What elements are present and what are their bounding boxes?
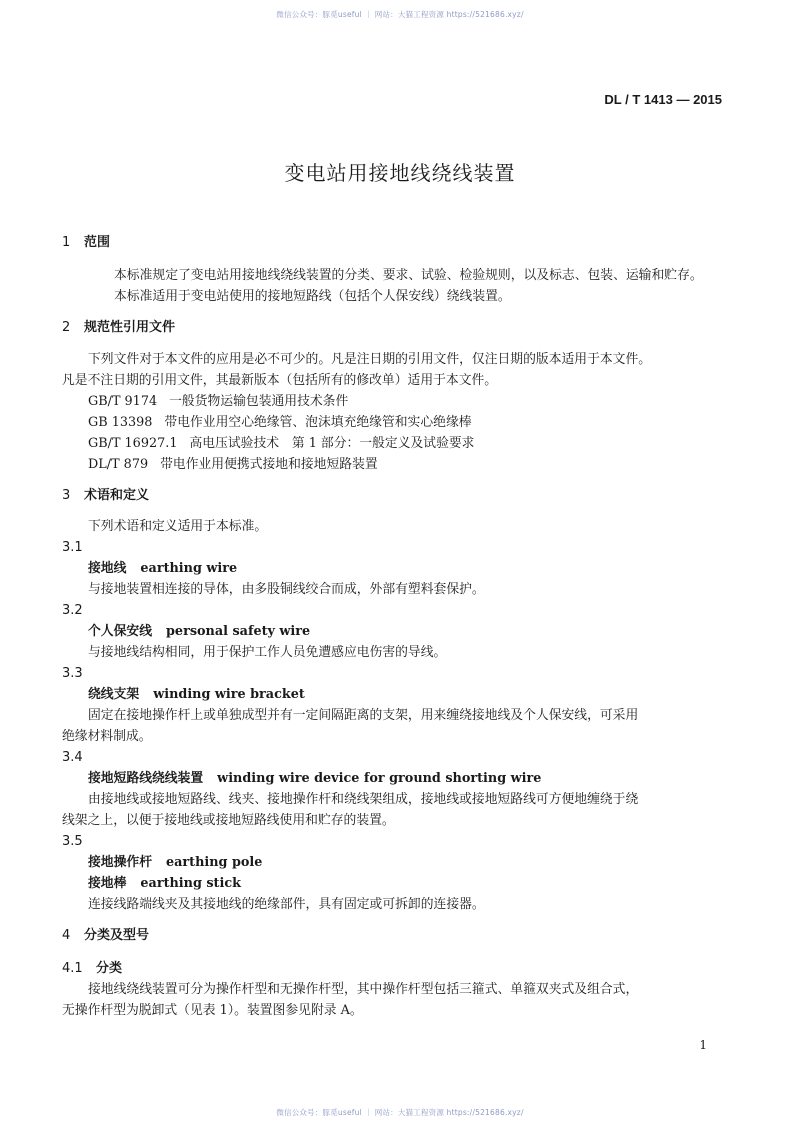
term-definition: 绝缘材料制成。	[62, 729, 152, 744]
term-heading: 绕线支架 winding wire bracket	[88, 687, 305, 702]
paragraph: 凡是不注日期的引用文件，其最新版本（包括所有的修改单）适用于本文件。	[62, 373, 498, 388]
page-number: 1	[699, 1038, 707, 1052]
term-definition: 与接地装置相连接的导体，由多股铜线绞合而成，外部有塑料套保护。	[88, 582, 485, 597]
watermark-top: 微信公众号：豚觅useful ｜ 网站：大猫工程资源 https://521686.xyz/	[276, 10, 524, 19]
clause-number: 3.2	[62, 603, 83, 618]
clause-number: 3.1	[62, 540, 83, 555]
standard-code	[604, 92, 722, 107]
paragraph: 下列术语和定义适用于本标准。	[88, 519, 268, 534]
term-heading-synonym: 接地棒 earthing stick	[88, 876, 241, 891]
section-heading-classification: 4 分类及型号	[62, 928, 150, 943]
section-heading-terms: 3 术语和定义	[62, 488, 150, 503]
subsection-heading: 4.1 分类	[62, 961, 123, 976]
paragraph: 本标准规定了变电站用接地线绕线装置的分类、要求、试验、检验规则，以及标志、包装、运输和贮存。	[114, 268, 703, 283]
document-title: 变电站用接地线绕线装置	[284, 161, 516, 185]
term-heading: 个人保安线 personal safety wire	[88, 624, 311, 639]
reference-item: GB 13398 带电作业用空心绝缘管、泡沫填充绝缘管和实心绝缘棒	[88, 415, 472, 430]
clause-number: 3.5	[62, 834, 83, 849]
term-definition: 固定在接地操作杆上或单独成型并有一定间隔距离的支架，用来缠绕接地线及个人保安线，可采用	[88, 708, 639, 723]
reference-item: GB/T 16927.1 高电压试验技术 第 1 部分：一般定义及试验要求	[88, 436, 475, 451]
paragraph: 下列文件对于本文件的应用是必不可少的。凡是注日期的引用文件，仅注日期的版本适用于本文件。	[88, 352, 652, 367]
section-heading-normative-references: 2 规范性引用文件	[62, 320, 176, 335]
document-body	[62, 232, 728, 1021]
clause-number: 3.3	[62, 666, 83, 681]
standard-prefix: DL / T	[604, 92, 641, 107]
paragraph: 无操作杆型为脱卸式（见表 1）。装置图参见附录 A。	[62, 1003, 363, 1018]
term-definition: 连接线路端线夹及其接地线的绝缘部件，具有固定或可拆卸的连接器。	[88, 897, 485, 912]
paragraph: 接地线绕线装置可分为操作杆型和无操作杆型，其中操作杆型包括三箍式、单箍双夹式及组合式，	[88, 982, 639, 997]
reference-item: GB/T 9174 一般货物运输包装通用技术条件	[88, 394, 349, 409]
clause-number: 3.4	[62, 750, 83, 765]
section-heading-scope: 1 范围	[62, 235, 111, 250]
term-definition: 线架之上，以便于接地线或接地短路线使用和贮存的装置。	[62, 813, 395, 828]
term-definition: 与接地线结构相同，用于保护工作人员免遭感应电伤害的导线。	[88, 645, 447, 660]
watermark-bottom: 微信公众号：豚觅useful ｜ 网站：大猫工程资源 https://521686.xyz/	[276, 1108, 524, 1117]
term-definition: 由接地线或接地短路线、线夹、接地操作杆和绕线架组成，接地线或接地短路线可方便地缠绕于绕	[88, 792, 639, 807]
term-heading: 接地短路线绕线装置 winding wire device for ground shorting wire	[88, 771, 542, 786]
reference-item: DL/T 879 带电作业用便携式接地和接地短路装置	[88, 457, 378, 472]
term-heading: 接地线 earthing wire	[88, 561, 238, 576]
standard-number: 1413 — 2015	[643, 92, 722, 107]
term-heading: 接地操作杆 earthing pole	[88, 855, 263, 870]
paragraph: 本标准适用于变电站使用的接地短路线（包括个人保安线）绕线装置。	[114, 289, 511, 304]
